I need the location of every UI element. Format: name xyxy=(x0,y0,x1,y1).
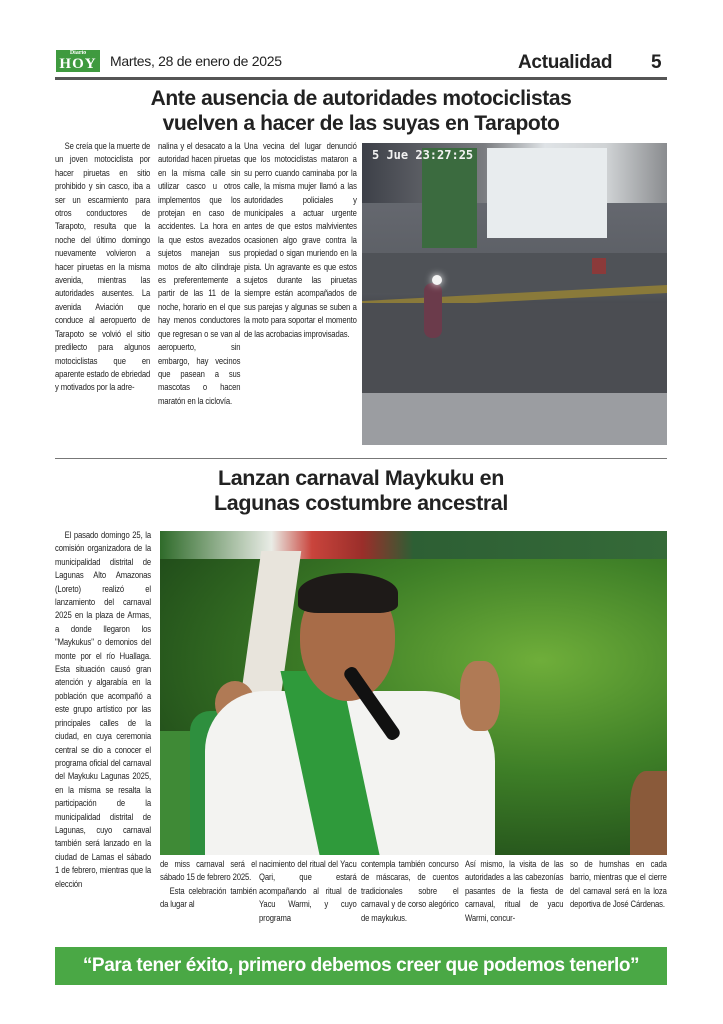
header-rule xyxy=(55,77,667,80)
article1-column-1 xyxy=(55,140,150,395)
article2-bottom-column-2 xyxy=(259,858,357,925)
article2-photo-official-speaking xyxy=(160,531,667,855)
article1-paragraph: nalina y el desacato a la autoridad hacen piruetas en la misma calle sin utilizar casco u otros implementos que los protejan en caso de accidentes. La hora en la que estos avezados sujetos manejan sus motos de alto cilindraje es preferentemente a partir de las 11 de la noche, horario en el que hay menos conductores que regresan o se van al aeropuerto, sin embargo, hay vecinos que pasean a sus mascotas o hacen maratón en la ciclovía. xyxy=(158,141,241,407)
article2-paragraph: so de humshas en cada barrio, mientras que el cierre del carnaval será en la loza deportiva de José Cárdenas. xyxy=(570,859,667,911)
article2-paragraph: de miss carnaval será el sábado 15 de febrero 2025. xyxy=(160,859,257,884)
article-divider xyxy=(55,458,667,459)
article1-column-3 xyxy=(244,140,357,341)
article1-paragraph: Una vecina del lugar denunció que los motociclistas mataron a su perro cuando caminaba por la calle, la misma mujer llamó a las autoridades policiales y municipales a actuar urgente antes de que estos malvivientes ocasionen algo grave contra la propiedad o sigan muriendo en la pista. Un agravante es que estos sujetos durante las piruetas siempre están acompañados de sus parejas y algunas se suben a la moto para soportar el momento de las acrobacias improvisadas. xyxy=(244,141,357,340)
page-number: 5 xyxy=(651,52,662,73)
article2-headline-line2: Lagunas costumbre ancestral xyxy=(214,491,508,515)
article2-paragraph: El pasado domingo 25, la comisión organizadora de la municipalidad distrital de Lagunas Alto Amazonas (Loreto) realizó el lanzamiento del carnaval 2025 en la plaza de Armas, a donde llegaron los "Maykukus" o demonios del monte por el río Huallaga. Esta situación causó gran atención y algarabía en la población que acompañó a este grupo artístico por las principales calles de la ciudad, en cuya ceremonia central se dio a conocer el programa oficial del carnaval del Maykuku Lagunas 2025, en la misma se resalta la participación de la municipalidad distrital de Lagunas, cuyo carnaval también será lanzado en la ciudad de Lamas el sábado 1 de febrero, mientras que la elección xyxy=(55,530,151,890)
article2-bottom-column-5 xyxy=(570,858,667,912)
article2-paragraph: Así mismo, la visita de las autoridades a las cabezonías pasantes de la fiesta de carnaval, ritual de yacu Warmi, concur- xyxy=(465,859,564,924)
article2-headline-line1: Lanzan carnaval Maykuku en xyxy=(218,466,504,490)
issue-date: Martes, 28 de enero de 2025 xyxy=(110,53,282,69)
diario-hoy-logo xyxy=(56,50,100,72)
article1-column-2 xyxy=(158,140,240,408)
logo-big-text: HOY xyxy=(59,56,97,72)
article2-paragraph: contempla también concurso de máscaras, de cuentos tradicionales sobre el carnaval y de corso alegórico de maykukus. xyxy=(361,859,459,924)
quote-banner: “Para tener éxito, primero debemos creer que podemos tenerlo” xyxy=(55,947,667,985)
article1-headline-line1: Ante ausencia de autoridades motociclistas xyxy=(150,87,572,110)
article1-headline xyxy=(55,86,667,136)
section-title: Actualidad xyxy=(518,52,613,73)
article2-bottom-column-1 xyxy=(160,858,257,912)
cctv-timestamp: 5 Jue 23:27:25 xyxy=(372,148,474,162)
article2-paragraph: Esta celebración también da lugar al xyxy=(160,885,257,911)
article2-column-1 xyxy=(55,529,151,891)
article1-photo-cctv-motorcyclist xyxy=(362,143,667,445)
article2-headline xyxy=(55,466,667,516)
article2-bottom-column-3 xyxy=(361,858,459,925)
logo-small-text: Diario xyxy=(69,50,87,56)
article2-bottom-column-4 xyxy=(465,858,563,925)
article2-paragraph: nacimiento del ritual del Yacu Qari, que estará acompañando al ritual de Yacu Warmi, y cuyo programa xyxy=(259,859,357,924)
article1-headline-line2: vuelven a hacer de las suyas en Tarapoto xyxy=(162,112,560,135)
article1-paragraph: Se creía que la muerte de un joven motociclista por hacer piruetas en sitio prohibido y sin casco, iba a ser un escarmiento para otros conductores de Tarapoto, resulta que la noche del último domingo nuevamente volvieron a hacer piruetas en la misma avenida, mientras las autoridades ausentes. La avenida Aviación que conduce al aeropuerto de Tarapoto se volvió el sitio predilecto para algunos motociclistas que en aparente estado de ebriedad y motivados por la adre- xyxy=(55,141,151,394)
